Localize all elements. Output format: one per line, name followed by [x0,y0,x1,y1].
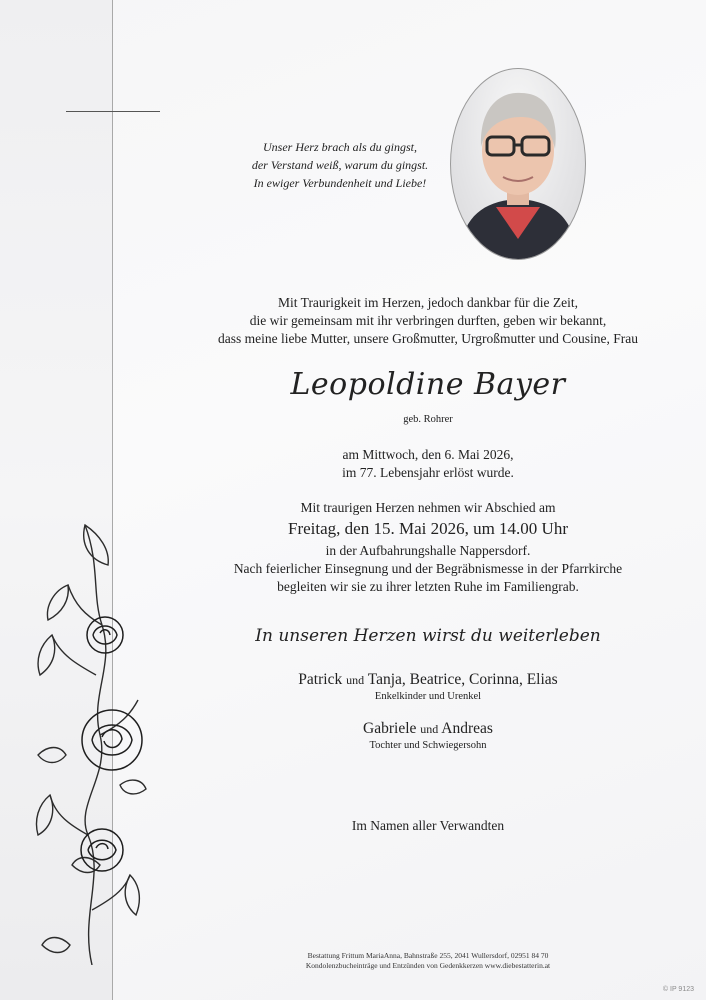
death-line: am Mittwoch, den 6. Mai 2026, [342,447,514,462]
family-relation-2: Tochter und Schwiegersohn [369,740,487,751]
portrait-illustration [451,69,585,259]
deceased-name: Leopoldine Bayer [290,367,566,402]
details-line: Nach feierlicher Einsegnung und der Begräbnismesse in der Pfarrkirche [233,561,623,576]
intro-text [150,294,706,348]
family-und: und [346,673,365,687]
death-line: im 77. Lebensjahr erlöst wurde. [342,465,514,480]
funeral-details [150,542,706,596]
details-line: in der Aufbahrungshalle Nappersdorf. [325,543,531,558]
family-first: Patrick [298,671,343,688]
copyright-mark: © IP 9123 [662,986,694,993]
family-names-1 [150,671,706,689]
rose-ornament-icon [30,515,155,965]
family-first: Gabriele [363,720,417,737]
family-second: Andreas [441,720,493,737]
motto-line: Unser Herz brach als du gingst, [262,140,417,154]
remembrance-line: In unseren Herzen wirst du weiterleben [255,626,601,646]
motto [240,138,440,192]
intro-line: Mit Traurigkeit im Herzen, jedoch dankbar für die Zeit, [278,295,578,310]
family-names-2 [150,720,706,738]
farewell-intro: Mit traurigen Herzen nehmen wir Abschied am [300,500,556,515]
details-line: begleiten wir sie zu ihrer letzten Ruhe im Familiengrab. [277,579,579,594]
family-relation-1: Enkelkinder und Urenkel [374,691,482,702]
family-und: und [420,722,439,736]
portrait-photo [450,68,586,260]
footer [150,951,706,971]
intro-line: die wir gemeinsam mit ihr verbringen durften, geben wir bekannt, [249,313,607,328]
footer-line: Kondolenzbucheinträge und Entzünden von Gedenkkerzen www.diebestatterin.at [305,961,551,970]
death-notice [150,446,706,482]
horizontal-rule [66,111,160,112]
intro-line: dass meine liebe Mutter, unsere Großmutter, Urgroßmutter und Cousine, Frau [217,331,639,346]
birth-name: geb. Rohrer [403,414,453,425]
footer-line: Bestattung Frittum MariaAnna, Bahnstraße 255, 2041 Wullersdorf, 02951 84 70 [307,951,549,960]
closing-line: Im Namen aller Verwandten [351,818,505,833]
motto-line: In ewiger Verbundenheit und Liebe! [253,176,427,190]
family-second: Tanja, Beatrice, Corinna, Elias [367,671,558,688]
funeral-date: Freitag, den 15. Mai 2026, um 14.00 Uhr [288,519,568,538]
motto-line: der Verstand weiß, warum du gingst. [251,158,429,172]
